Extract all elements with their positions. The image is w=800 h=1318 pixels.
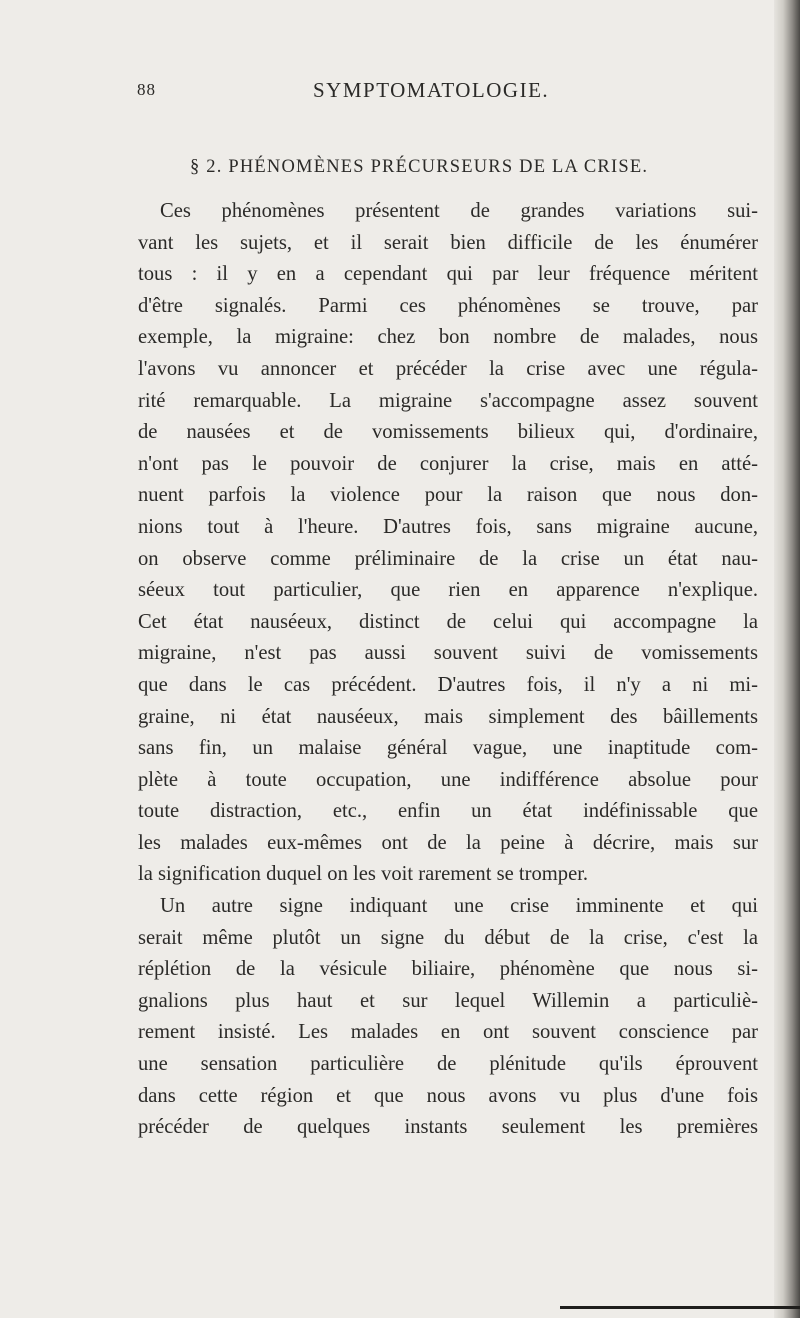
text-line: rité remarquable. La migraine s'accompagne assez souvent xyxy=(138,389,758,412)
page-edge-shadow xyxy=(774,0,800,1318)
text-line: nuent parfois la violence pour la raison que nous don- xyxy=(138,484,758,507)
text-line: serait même plutôt un signe du début de la crise, c'est la xyxy=(138,926,758,949)
text-line: gnalions plus haut et sur lequel Willemin a particuliè- xyxy=(138,989,758,1012)
body-text xyxy=(138,196,758,1144)
text-line: précéder de quelques instants seulement les premières xyxy=(138,1116,758,1139)
text-line: tous : il y en a cependant qui par leur fréquence méritent xyxy=(138,263,758,286)
text-line: l'avons vu annoncer et précéder la crise avec une régula- xyxy=(138,357,758,380)
text-line: dans cette région et que nous avons vu plus d'une fois xyxy=(138,1084,758,1107)
text-line: séeux tout particulier, que rien en apparence n'explique. xyxy=(138,579,758,602)
text-line: une sensation particulière de plénitude qu'ils éprouvent xyxy=(138,1053,758,1076)
text-line: rement insisté. Les malades en ont souvent conscience par xyxy=(138,1021,758,1044)
section-title: § 2. PHÉNOMÈNES PRÉCURSEURS DE LA CRISE. xyxy=(190,157,649,177)
text-line: exemple, la migraine: chez bon nombre de malades, nous xyxy=(138,326,758,349)
text-line: la signification duquel on les voit rarement se tromper. xyxy=(138,863,589,886)
text-line: on observe comme préliminaire de la crise un état nau- xyxy=(138,547,758,570)
running-head: SYMPTOMATOLOGIE. xyxy=(313,78,550,102)
text-line: graine, ni état nauséeux, mais simplement des bâillements xyxy=(138,705,758,728)
page-header xyxy=(0,80,800,110)
text-line: Un autre signe indiquant une crise imminente et qui xyxy=(160,895,758,918)
text-line: de nausées et de vomissements bilieux qui, d'ordinaire, xyxy=(138,421,758,444)
bottom-rule xyxy=(560,1306,800,1309)
text-line: n'ont pas le pouvoir de conjurer la crise, mais en atté- xyxy=(138,452,758,475)
text-line: plète à toute occupation, une indifférence absolue pour xyxy=(138,768,758,791)
text-line: toute distraction, etc., enfin un état indéfinissable que xyxy=(138,800,758,823)
text-line: migraine, n'est pas aussi souvent suivi de vomissements xyxy=(138,642,758,665)
text-line: réplétion de la vésicule biliaire, phénomène que nous si- xyxy=(138,958,758,981)
text-line: nions tout à l'heure. D'autres fois, sans migraine aucune, xyxy=(138,515,758,538)
page-number: 88 xyxy=(137,80,156,99)
text-line: Ces phénomènes présentent de grandes variations sui- xyxy=(160,200,758,222)
text-line: que dans le cas précédent. D'autres fois, il n'y a ni mi- xyxy=(138,673,758,696)
text-line: les malades eux-mêmes ont de la peine à décrire, mais sur xyxy=(138,831,758,854)
text-line: d'être signalés. Parmi ces phénomènes se trouve, par xyxy=(138,294,758,317)
text-line: Cet état nauséeux, distinct de celui qui accompagne la xyxy=(138,610,758,633)
text-line: sans fin, un malaise général vague, une inaptitude com- xyxy=(138,737,758,760)
text-line: vant les sujets, et il serait bien difficile de les énumérer xyxy=(138,231,758,254)
